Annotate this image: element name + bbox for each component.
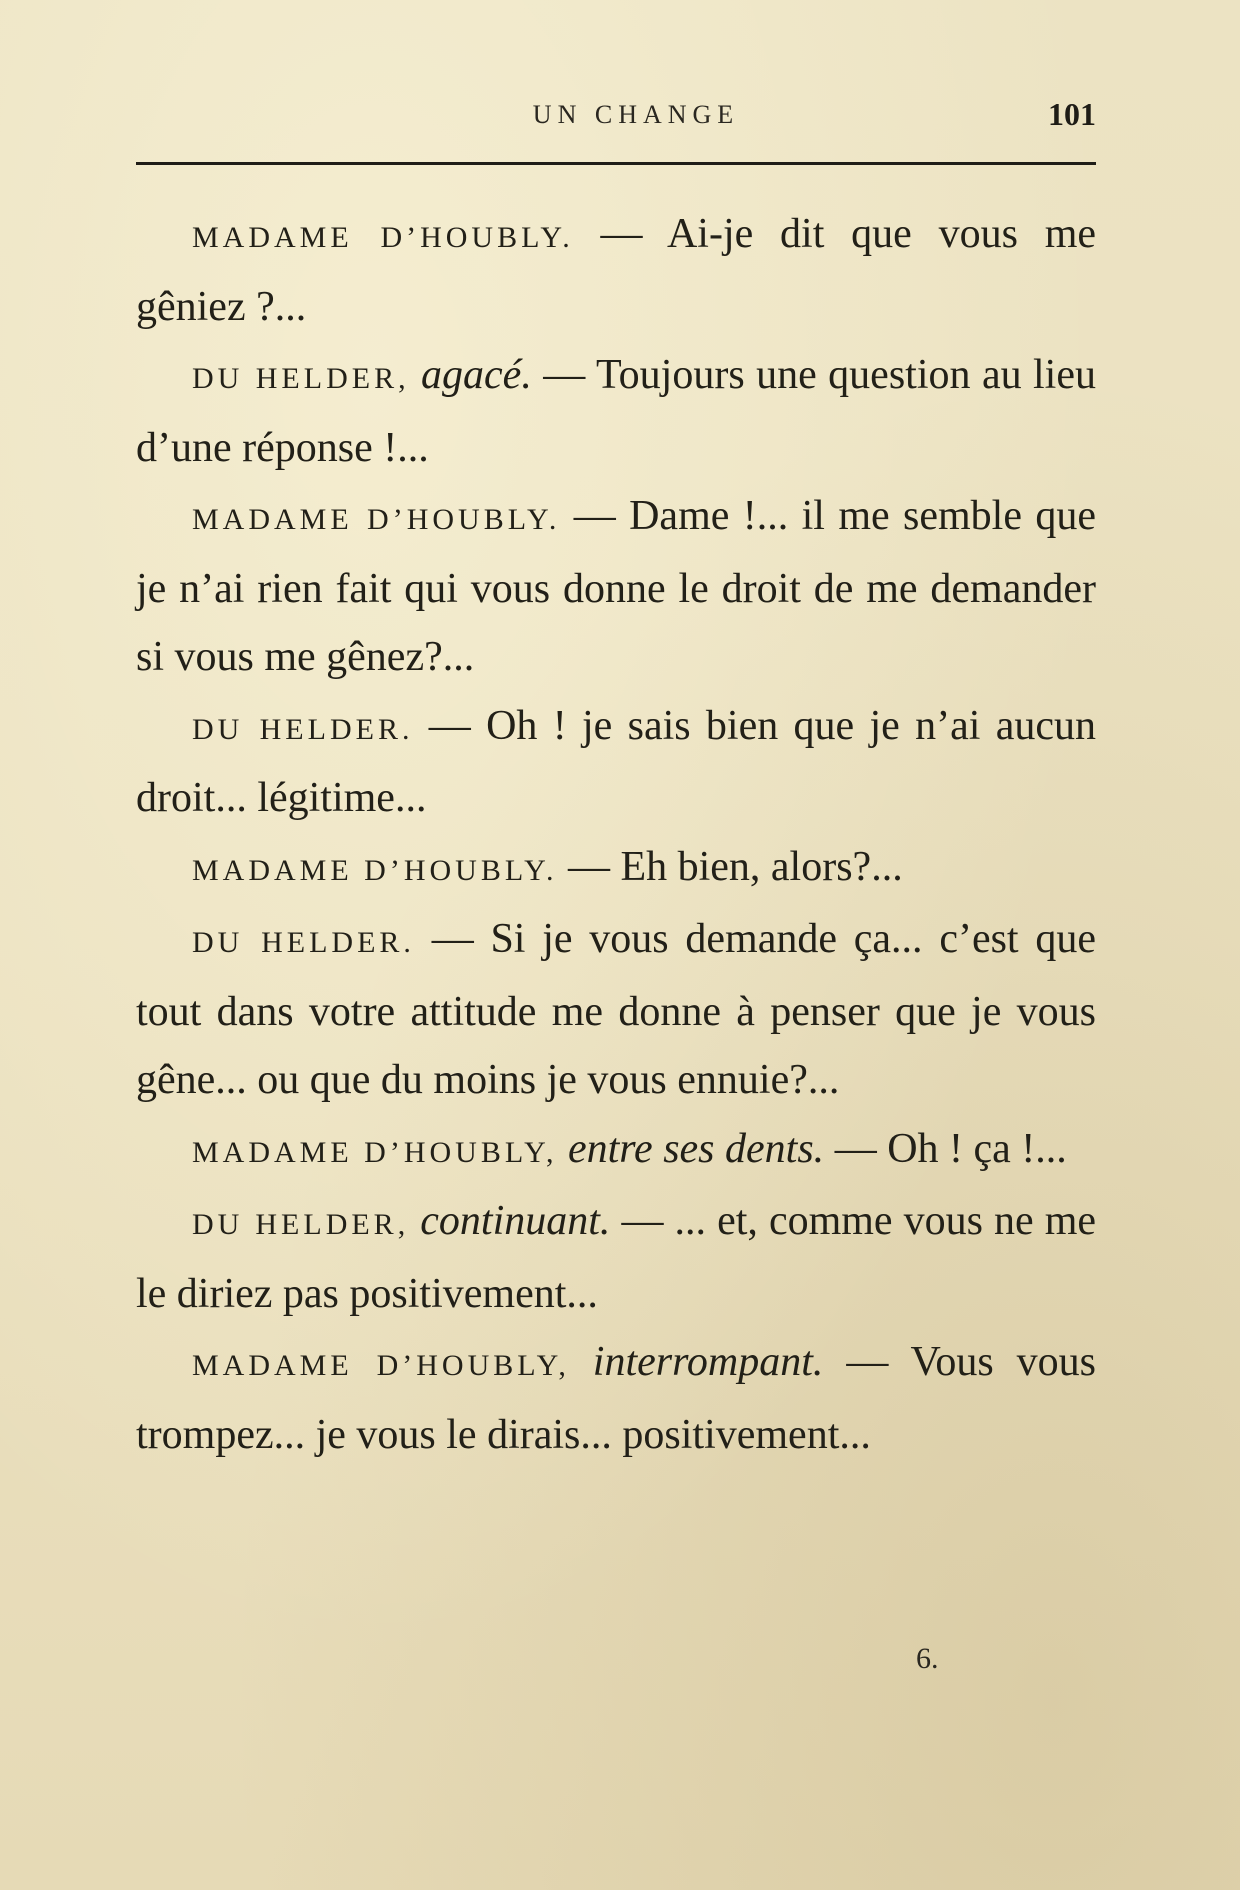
dialogue-line: — Si je vous demande ça... c’est que tout dans votre attitude me donne à penser que je vous gêne... ou que du moins je vous ennuie?... <box>136 916 1097 1103</box>
dialogue-line: — Eh bien, alors?... <box>567 843 903 890</box>
dialogue-paragraph <box>136 833 1096 906</box>
dialogue-paragraph <box>136 1187 1096 1328</box>
dialogue-line: — ... et, comme vous ne me le diriez pas positivement... <box>136 1198 1097 1317</box>
speaker-name: MADAME D’HOUBLY. <box>192 221 574 254</box>
dialogue-text <box>136 200 1096 1469</box>
dialogue-paragraph <box>136 1115 1096 1188</box>
dialogue-line: — Ai-je dit que vous me gêniez ?... <box>136 211 1097 330</box>
running-head <box>136 96 1096 136</box>
speaker-name: MADAME D’HOUBLY. <box>192 853 558 887</box>
dialogue-line: — Toujours une question au lieu d’une réponse !... <box>136 352 1096 471</box>
speaker-name: MADAME D’HOUBLY. <box>192 503 561 536</box>
dialogue-paragraph <box>136 482 1096 692</box>
speaker-name: DU HELDER, <box>192 1208 410 1241</box>
running-title: UN CHANGE <box>532 100 740 129</box>
dialogue-line: — Oh ! ça !... <box>834 1125 1067 1172</box>
speaker-name: MADAME D’HOUBLY, <box>192 1135 558 1169</box>
dialogue-paragraph <box>136 200 1096 341</box>
dialogue-line: — Oh ! je sais bien que je n’ai aucun droit... légitime... <box>136 702 1096 821</box>
stage-direction: agacé. <box>421 352 532 398</box>
stage-direction: continuant. <box>420 1198 611 1244</box>
page-number: 101 <box>1048 96 1096 132</box>
speaker-name: DU HELDER. <box>192 926 415 959</box>
dialogue-paragraph <box>136 692 1096 833</box>
header-rule <box>136 162 1096 165</box>
signature-mark: 6. <box>916 1642 939 1675</box>
dialogue-paragraph <box>136 905 1096 1115</box>
speaker-name: MADAME D’HOUBLY, <box>192 1349 570 1382</box>
stage-direction: interrompant. <box>592 1339 824 1385</box>
speaker-name: DU HELDER. <box>192 712 414 746</box>
stage-direction: entre ses dents. <box>567 1125 825 1172</box>
dialogue-paragraph <box>136 1328 1096 1469</box>
dialogue-line: — Dame !... il me semble que je n’ai rien fait qui vous donne le droit de me demander si vous me gênez?... <box>136 493 1097 680</box>
speaker-name: DU HELDER, <box>192 362 410 395</box>
dialogue-line: — Vous vous trompez... je vous le dirais... positivement... <box>136 1339 1097 1458</box>
dialogue-paragraph <box>136 341 1096 482</box>
